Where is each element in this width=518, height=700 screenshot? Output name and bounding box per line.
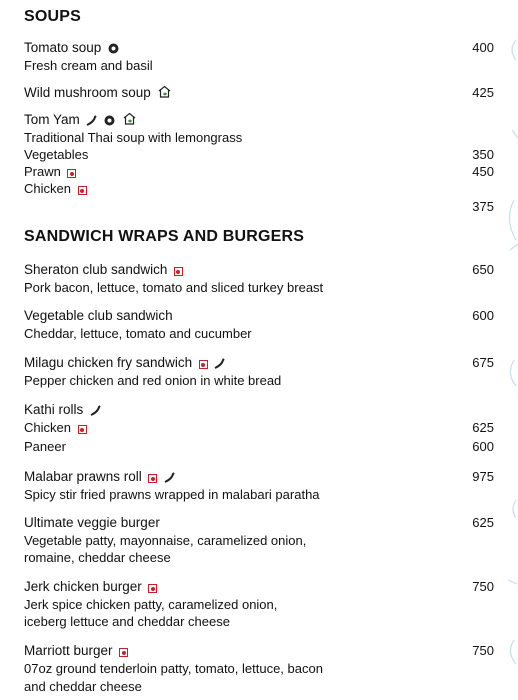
variant-row xyxy=(24,163,76,180)
variant-name: Vegetables xyxy=(24,147,89,162)
item-price: 425 xyxy=(472,85,494,100)
item-description: Pork bacon, lettuce, tomato and sliced turkey breast xyxy=(24,280,324,295)
healthy-icon xyxy=(157,85,172,99)
variant-name: Chicken xyxy=(24,420,71,435)
item-description: Fresh cream and basil xyxy=(24,58,153,73)
item-description: and cheddar cheese xyxy=(24,679,142,694)
item-price: 650 xyxy=(472,262,494,277)
signature-icon xyxy=(104,115,115,126)
item-name: Tomato soup xyxy=(24,40,102,55)
item-description: Spicy stir fried prawns wrapped in malabari paratha xyxy=(24,487,320,502)
item-description: romaine, cheddar cheese xyxy=(24,550,171,565)
variant-price: 450 xyxy=(472,164,494,179)
item-price: 975 xyxy=(472,469,494,484)
non-veg-icon xyxy=(78,425,87,434)
non-veg-icon xyxy=(148,584,157,593)
menu-item-name xyxy=(24,401,101,418)
item-price: 375 xyxy=(472,199,494,214)
variant-price: 600 xyxy=(472,439,494,454)
variant-price: 350 xyxy=(472,147,494,162)
item-description: Pepper chicken and red onion in white bread xyxy=(24,373,282,388)
item-description: Vegetable patty, mayonnaise, caramelized onion, xyxy=(24,533,307,548)
menu-item-name xyxy=(24,642,128,659)
non-veg-icon xyxy=(67,169,76,178)
variant-name: Chicken xyxy=(24,181,71,196)
item-description: Cheddar, lettuce, tomato and cucumber xyxy=(24,326,252,341)
menu-item-name xyxy=(24,468,175,485)
non-veg-icon xyxy=(199,360,208,369)
item-name: Ultimate veggie burger xyxy=(24,515,160,530)
item-name: Jerk chicken burger xyxy=(24,579,142,594)
spicy-icon xyxy=(86,115,97,126)
menu-item-name xyxy=(24,307,173,324)
item-description: 07oz ground tenderloin patty, tomato, lettuce, bacon xyxy=(24,661,323,676)
healthy-icon xyxy=(122,112,137,126)
spicy-icon xyxy=(90,405,101,416)
item-name: Tom Yam xyxy=(24,112,80,127)
decorative-border-icon xyxy=(496,0,518,700)
non-veg-icon xyxy=(148,474,157,483)
variant-name: Paneer xyxy=(24,439,66,454)
non-veg-icon xyxy=(78,186,87,195)
item-name: Vegetable club sandwich xyxy=(24,308,173,323)
item-description: Jerk spice chicken patty, caramelized onion, xyxy=(24,597,278,612)
menu-item-name xyxy=(24,261,183,278)
item-price: 750 xyxy=(472,579,494,594)
variant-row xyxy=(24,419,87,436)
menu-item-name xyxy=(24,578,157,595)
spicy-icon xyxy=(214,358,225,369)
item-name: Milagu chicken fry sandwich xyxy=(24,355,193,370)
item-price: 675 xyxy=(472,355,494,370)
item-description: iceberg lettuce and cheddar cheese xyxy=(24,614,230,629)
item-name: Marriott burger xyxy=(24,643,113,658)
item-price: 625 xyxy=(472,515,494,530)
item-description: Traditional Thai soup with lemongrass xyxy=(24,130,243,145)
non-veg-icon xyxy=(119,648,128,657)
item-price: 600 xyxy=(472,308,494,323)
item-name: Wild mushroom soup xyxy=(24,85,151,100)
menu-item-name xyxy=(24,354,225,371)
menu-item-name xyxy=(24,84,172,101)
item-name: Malabar prawns roll xyxy=(24,469,142,484)
non-veg-icon xyxy=(174,267,183,276)
variant-row xyxy=(24,180,87,197)
item-name: Kathi rolls xyxy=(24,402,84,417)
spicy-icon xyxy=(164,472,175,483)
menu-item-name xyxy=(24,39,119,56)
section-title-soups: SOUPS xyxy=(24,8,82,25)
section-title-sandwiches: SANDWICH WRAPS AND BURGERS xyxy=(24,228,305,245)
variant-price: 625 xyxy=(472,420,494,435)
menu-item-name xyxy=(24,111,137,128)
signature-icon xyxy=(108,43,119,54)
item-name: Sheraton club sandwich xyxy=(24,262,168,277)
menu-item-name xyxy=(24,514,160,531)
variant-name: Prawn xyxy=(24,164,61,179)
item-price: 750 xyxy=(472,643,494,658)
item-price: 400 xyxy=(472,40,494,55)
